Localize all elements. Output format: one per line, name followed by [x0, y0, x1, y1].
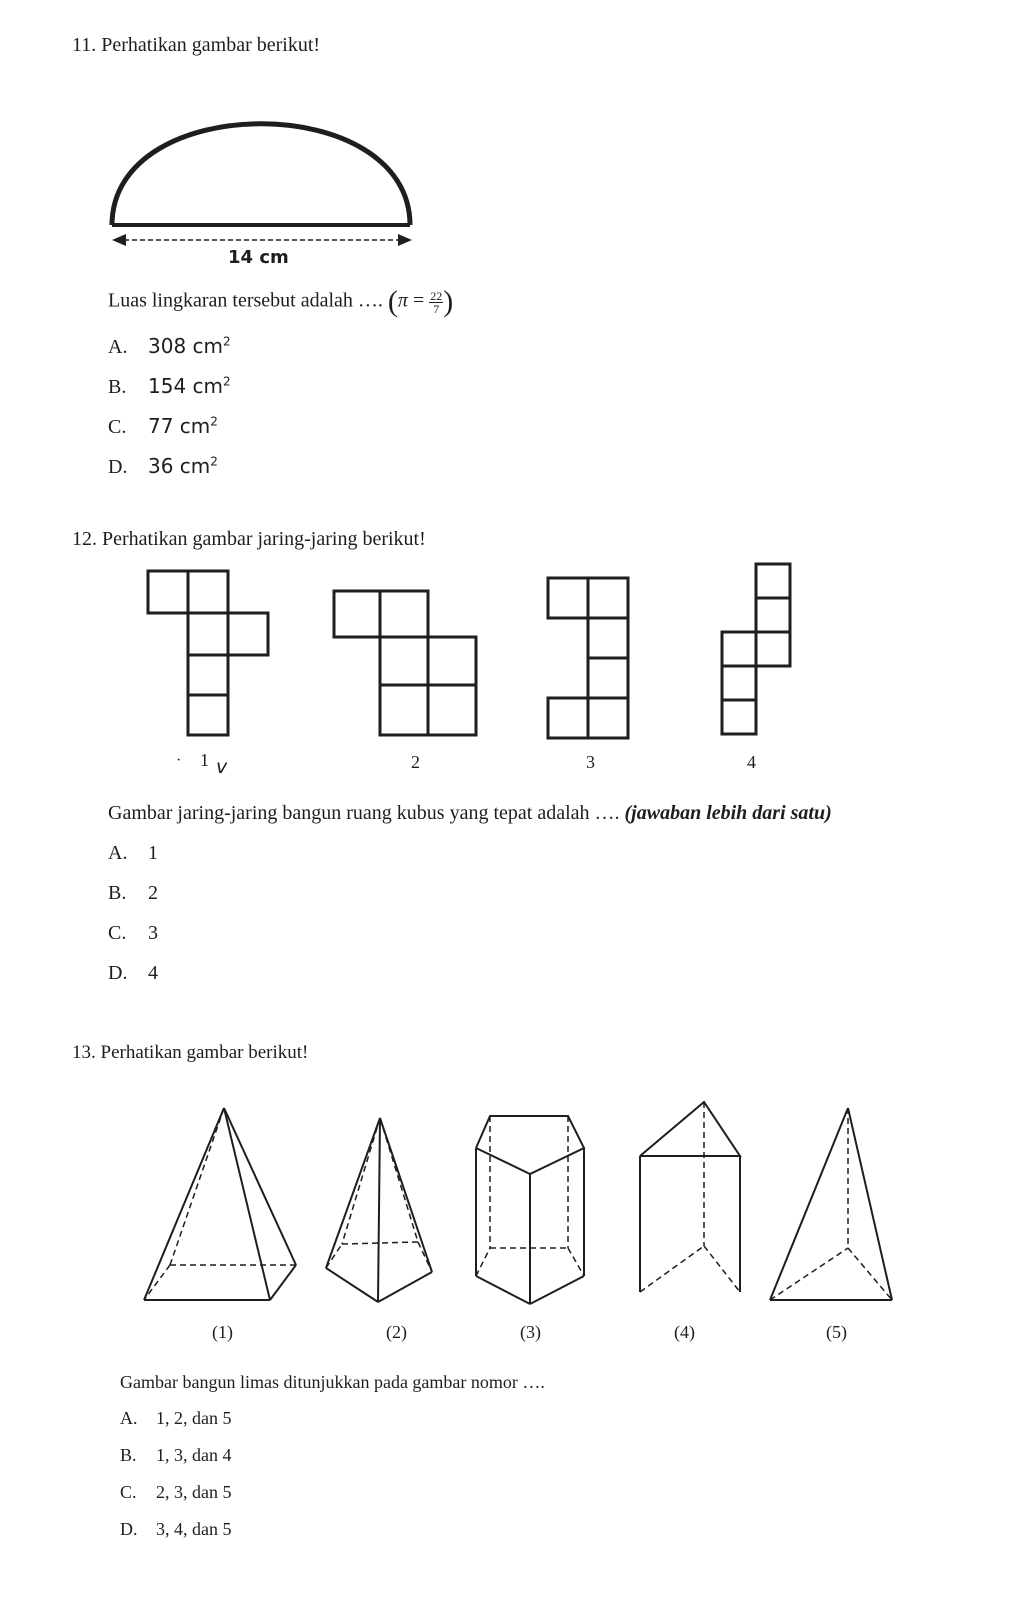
option-sup: 2 — [210, 414, 218, 429]
question-number: 11. — [72, 34, 97, 56]
option-text: 1, 3, dan 4 — [156, 1445, 232, 1465]
option-text: 2 — [148, 882, 158, 904]
shape-label-2: (2) — [386, 1322, 407, 1342]
option-d[interactable] — [108, 962, 158, 985]
option-sup: 2 — [223, 334, 231, 349]
question-13-title — [72, 1042, 308, 1064]
question-prompt: Perhatikan gambar berikut! — [100, 1042, 309, 1063]
shape-label-4: (4) — [674, 1322, 695, 1342]
option-d[interactable] — [120, 1519, 232, 1540]
question-11-title — [72, 34, 320, 57]
option-sup: 2 — [223, 374, 231, 389]
option-letter: D. — [120, 1519, 138, 1539]
diameter-label: 14 cm — [228, 247, 289, 268]
option-c[interactable] — [108, 922, 158, 945]
option-letter: D. — [108, 456, 128, 478]
option-b[interactable] — [108, 374, 231, 399]
pi-denominator: 7 — [433, 301, 440, 316]
shape-5-triangular-pyramid — [764, 1100, 900, 1310]
option-a[interactable] — [108, 842, 158, 865]
option-text: 1, 2, dan 5 — [156, 1408, 232, 1428]
question-text: Gambar jaring-jaring bangun ruang kubus yang tepat adalah …. — [108, 802, 620, 824]
shape-label-5: (5) — [826, 1322, 847, 1342]
stray-dot: · — [176, 752, 182, 769]
option-letter: C. — [108, 416, 127, 438]
option-text: 1 — [148, 842, 158, 864]
option-letter: B. — [108, 376, 127, 398]
option-letter: C. — [120, 1482, 137, 1502]
pi-equals: = — [412, 289, 425, 312]
option-letter: B. — [108, 882, 127, 904]
option-letter: A. — [108, 336, 128, 358]
shape-label-3: (3) — [520, 1322, 541, 1342]
option-letter: D. — [108, 962, 128, 984]
question-12-text — [108, 802, 832, 825]
shape-2-pentagonal-pyramid — [318, 1110, 448, 1310]
option-letter: C. — [108, 922, 127, 944]
option-text: 3, 4, dan 5 — [156, 1519, 232, 1539]
net-label-4: 4 — [747, 752, 756, 772]
option-b[interactable] — [108, 882, 158, 905]
question-11-text: Luas lingkaran tersebut adalah …. (π = $\frac{22}{7}$ ) — [108, 285, 454, 318]
pi-symbol: π — [397, 289, 408, 312]
cube-net-2 — [328, 585, 488, 745]
handwritten-check-mark: v — [216, 756, 228, 778]
option-text: 3 — [148, 922, 158, 944]
net-label-2: 2 — [411, 752, 420, 772]
question-number: 13. — [72, 1042, 96, 1063]
option-text: 2, 3, dan 5 — [156, 1482, 232, 1502]
arrow-right-icon — [398, 234, 412, 246]
cube-net-4 — [714, 558, 814, 744]
cube-net-3 — [542, 572, 642, 744]
pi-numerator: 22 — [430, 288, 443, 303]
option-a[interactable] — [108, 334, 231, 359]
shape-1-square-pyramid — [130, 1100, 310, 1310]
option-letter: A. — [120, 1408, 138, 1428]
arrow-left-icon — [112, 234, 126, 246]
question-12-title — [72, 528, 426, 551]
net-label-3: 3 — [586, 752, 595, 772]
option-c[interactable] — [120, 1482, 232, 1503]
net-label-1: 1 — [200, 750, 209, 770]
question-note: (jawaban lebih dari satu) — [624, 802, 832, 824]
question-prompt: Perhatikan gambar jaring-jaring berikut! — [102, 528, 426, 550]
option-b[interactable] — [120, 1445, 232, 1466]
pi-fraction — [429, 290, 443, 315]
question-text: Luas lingkaran tersebut adalah …. — [108, 289, 383, 312]
shape-4-triangular-prism — [634, 1096, 750, 1302]
option-letter: B. — [120, 1445, 137, 1465]
option-c[interactable] — [108, 414, 218, 439]
option-text: 4 — [148, 962, 158, 984]
option-text: 36 cm — [148, 454, 211, 478]
option-a[interactable] — [120, 1408, 232, 1429]
question-number: 12. — [72, 528, 97, 550]
option-text: 308 cm — [148, 334, 224, 358]
question-prompt: Perhatikan gambar berikut! — [101, 34, 321, 56]
option-text: 154 cm — [148, 374, 224, 398]
cube-net-1 — [140, 565, 280, 745]
shape-label-1: (1) — [212, 1322, 233, 1342]
option-text: 77 cm — [148, 414, 211, 438]
option-letter: A. — [108, 842, 128, 864]
semicircle-arc — [112, 124, 410, 225]
question-13-text: Gambar bangun limas ditunjukkan pada gambar nomor …. — [120, 1372, 545, 1392]
option-sup: 2 — [210, 454, 218, 469]
shape-3-pentagonal-prism — [468, 1108, 598, 1308]
option-d[interactable] — [108, 454, 218, 479]
